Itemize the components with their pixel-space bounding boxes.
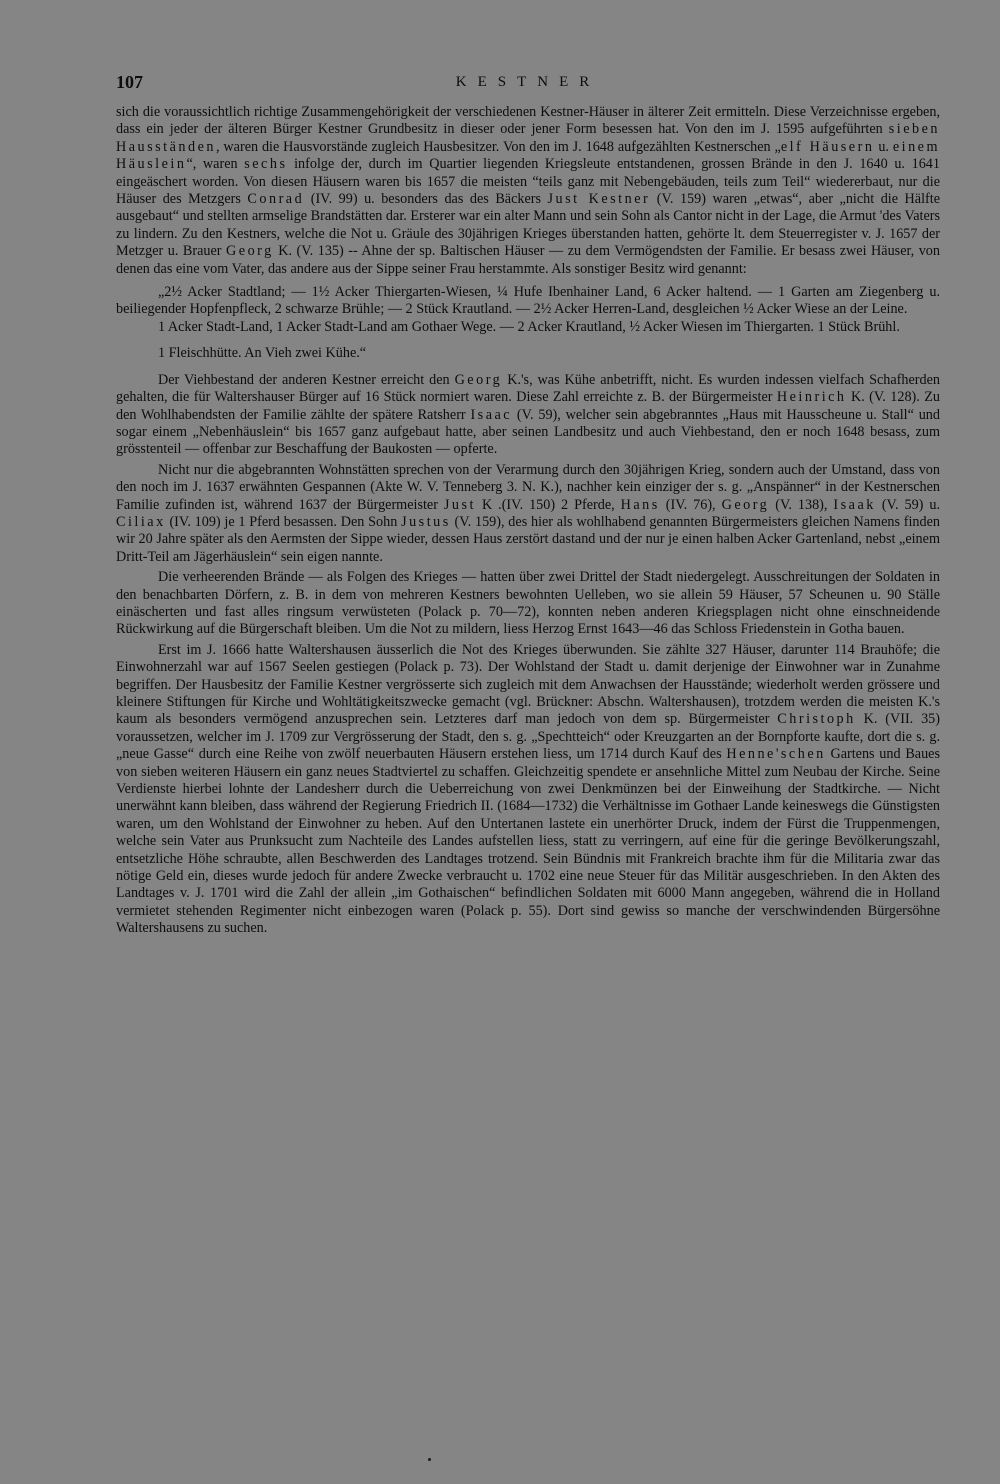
text-run: 1 Fleischhütte. An Vieh zwei Kühe.“ (158, 345, 367, 362)
text-run: K .(IV. 150) 2 Pferde, (475, 496, 621, 513)
running-head: KESTNER (455, 74, 601, 90)
text-run: (V. 159), des hier als wohlhabend genannten Bürgermeisters gleichen Namens finden wir 20 Jahre später als den Aermsten der Sippe wieder, dessen Haus zerstört dastand und der nur je einen halben Acker Gartenland, nebst „einem Dritt-Teil am Jägerhäuslein“ sein eigen nannte. (116, 513, 941, 565)
text-run: Der Viehbestand der anderen Kestner erreicht den (158, 371, 455, 388)
text-run: Nicht nur die abgebrannten Wohnstätten sprechen von der Verarmung durch den 30jährigen Krieg, sondern auch der Umstand, dass von den noch im J. 1637 erwähnten Gespannen (Akte W. V. Tenneberg 3. N. K.), nachher kein einziger der s. g. „Anspänner“ in der Kestnerschen Familie zufinden ist, während 1637 der Bürgermeister (116, 461, 940, 513)
text-run: K.'s, was Kühe anbetrifft, nicht. Es wurden indessen vielfach Schafherden gehalten, die für Waltershauser Bürger auf 16 Stück normiert waren. Diese Zahl erreichte z. B. der Bürgermeister (116, 371, 940, 406)
text-run: Die verheerenden Brände — als Folgen des Krieges — hatten über zwei Drittel der Stadt niedergelegt. Ausschreitungen der Soldaten in den benachbarten Dörfern, z. B. in dem von mehreren Kestners bewohnten Uelleben, wo sie allein 59 Häuser, 57 Scheunen u. 90 Ställe einäscherten und fast alles ringsum verwüsteten (Polack p. 70—72), konnten neben anderen Kriegsplagen nicht ohne einschneidende Rückwirkung auf die Bürgerschaft bleiben. Um die Not zu mildern, liess Herzog Ernst 1643—46 das Schloss Friedenstein in Gotha bauen. (116, 569, 940, 638)
text-run: (V. 59), welcher sein abgebranntes „Haus mit Hausscheune u. Stall“ und sogar einem „Nebenhäuslein“ bis 1657 ganz aufgebaut hatte, aber seinen Landbesitz und auch Viehbestand, den er noch 1648 besass, zum grösstenteil — offenbar zur Beschaffung der Baukosten — opferte. (116, 406, 940, 458)
spaced-name: sieben Hausständen (116, 121, 940, 155)
spaced-name: Isaak (833, 496, 876, 513)
text-run: (IV. 109) je 1 Pferd besassen. Den Sohn (165, 513, 402, 530)
text-run: (IV. 76), (659, 496, 722, 513)
text-run: (IV. 99) u. besonders das des Bäckers (304, 191, 548, 208)
paragraph (116, 104, 940, 278)
paragraph (116, 642, 940, 938)
paragraph (116, 284, 940, 319)
spaced-name: Ciliax (116, 513, 166, 530)
spaced-name: sechs (244, 156, 288, 173)
text-run: “, waren (186, 156, 245, 173)
spaced-name: Georg (226, 243, 274, 260)
scan-speck (428, 1458, 431, 1461)
paragraph (116, 372, 940, 459)
page-number: 107 (116, 72, 143, 92)
text-run: sich die voraussichtlich richtige Zusammengehörigkeit der verschiedenen Kestner-Häuser in älterer Zeit ermitteln. Diese Verzeichnisse ergeben, dass ein jeder der älteren Bürger Kestner Grundbesitz in dieser oder jener Form besessen hat. Von den im J. 1595 aufgeführten (116, 104, 940, 138)
spaced-name: Isaac (470, 406, 513, 423)
spaced-name: Georg (454, 371, 503, 388)
spaced-name: elf Häusern (780, 138, 875, 155)
text-run: K. (V. 128). Zu den Wohlhabendsten der Familie zählte der spätere Ratsherr (116, 389, 940, 423)
paragraph (116, 319, 940, 336)
text-run: (V. 159) waren „etwas“, aber „nicht die Hälfte ausgebaut“ und stellten armselige Brandstätten dar. Ersterer war ein alter Mann und sein Sohn als Cantor nicht in der Lage, die Armut 'des Vaters zu lindern. Zu den Kestners, welche die Not u. Gräule des 30jährigen Krieges überstanden hatten, gehörte lt. dem Steuerregister v. J. 1657 der Metzger u. Brauer (116, 191, 941, 260)
spaced-name: einem Häuslein (116, 138, 941, 173)
spaced-name: Justus (401, 513, 451, 530)
text-run: u. (874, 138, 893, 155)
text-run: 1 Acker Stadt-Land, 1 Acker Stadt-Land am Gothaer Wege. — 2 Acker Krautland, ½ Acker Wiesen im Thiergarten. 1 Stück Brühl. (158, 318, 900, 335)
text-run: infolge der, durch im Quartier liegenden Kriegsleute entstandenen, grossen Brände in den J. 1640 u. 1641 eingeäschert worden. Von diesen Häusern waren bis 1657 die meisten “teils ganz mit Nebengebäuden, teils zum Teil“ wiedererbaut, nur die Häuser des Metzgers (116, 156, 940, 208)
spaced-name: Just (443, 496, 476, 513)
spaced-name: Heinrich (776, 389, 847, 406)
spaced-name: Henne'schen (726, 746, 826, 763)
text-run: (V. 138), (769, 496, 834, 513)
text-run: Erst im J. 1666 hatte Waltershausen äusserlich die Not des Krieges überwunden. Sie zählte 327 Häuser, darunter 114 Brauhöfe; die Einwohnerzahl war auf 1567 Seelen gestiegen (Polack p. 73). Der Wohlstand der Stadt u. damit derjenige der Einwohner war in Zunahme begriffen. Der Hausbesitz der Familie Kestner vergrösserte sich zugleich mit dem Anwachsen der Hausstände; wiederholt werden grössere und kleinere Stiftungen für Kirche und Wohltätigkeitszwecke gemacht (vgl. Brückner: Abschn. Waltershausen), trotzdem werden die meisten K.'s kaum als besonders vermögend anzusprechen sein. Letzteres darf man jedoch von dem sp. Bürgermeister (116, 641, 940, 728)
paragraph (116, 569, 940, 639)
page-header (116, 72, 940, 96)
paragraph (116, 462, 940, 566)
text-run: K. (V. 135) -- Ahne der sp. Baltischen Häuser — zu dem Vermögendsten der Familie. Er besass zwei Häuser, von denen das eine vom Vater, das andere aus der Sippe seiner Frau herstammte. Als sonstiger Besitz wird genannt: (116, 243, 940, 277)
text-run: (V. 59) u. (875, 496, 940, 513)
spaced-name: Conrad (247, 191, 305, 208)
paragraph (116, 345, 940, 362)
text-run: , waren die Hausvorstände zugleich Hausbesitzer. Von den im J. 1648 aufgezählten Kestnerschen „ (216, 138, 781, 155)
spaced-name: Christoph (777, 711, 856, 728)
body-text (116, 104, 940, 938)
text-run: K. (VII. 35) voraussetzen, welcher im J. 1709 zur Vergrösserung der Stadt, den s. g. „Spechtteich“ oder Kreuzgarten an der Bornpforte kaufte, dort die s. g. „neue Gasse“ durch eine Reihe von zwölf neuerbauten Häusern erstehen liess, um 1714 durch Kauf des (116, 711, 940, 763)
text-run: Gartens und Baues von sieben weiteren Häusern ein ganz neues Stadtviertel zu schaffen. Gleichzeitig spendete er ansehnliche Mittel zum Neubau der Kirche. Seine Verdienste hierbei lohnte der Landesherr durch die Ueberreichung von zwei Denkmünzen bei der Einweihung der Stadtkirche. — Nicht unerwähnt kann bleiben, dass während der Regierung Friedrich II. (1684—1732) die Verhältnisse im Gothaer Lande keineswegs die Günstigsten waren, um den Wohlstand der Einwohner zu heben. Auf den Untertanen lastete ein unerhörter Druck, indem der Fürst die Truppenmengen, welche sein Vater aus Prunksucht zum Nachteile des Landes aufstellen liess, statt zu verringern, auf eine für die geringe Bevölkerungszahl, entsetzliche Höhe schraubte, allen Beschwerden des Landtages trotzend. Sein Bündnis mit Frankreich brachte ihm für die Militaria zwar das nötige Geld ein, dieses wurde jedoch für andere Zwecke verbraucht u. 1702 eine neue Steuer für das Militär ausgeschrieben. In den Akten des Landtages v. J. 1701 wird die Zahl der allein „im Gothaischen“ befindlichen Soldaten mit 6000 Mann angegeben, während die in Holland vermietet stehenden Regimenter nicht einbezogen waren (Polack p. 55). Dort sind gewiss so manche der verschwindenden Bürgersöhne Waltershausens zu suchen. (116, 746, 940, 937)
text-run: „2½ Acker Stadtland; — 1½ Acker Thiergarten-Wiesen, ¼ Hufe Ibenhainer Land, 6 Acker haltend. — 1 Garten am Ziegenberg u. beiliegender Hopfenpfleck, 2 schwarze Brühle; — 2 Stück Krautland. — 2½ Acker Herren-Land, desgleichen ½ Acker Wiese an der Leine. (116, 284, 940, 318)
spaced-name: Just Kestner (547, 191, 651, 208)
spaced-name: Hans (620, 496, 660, 513)
spaced-name: Georg (721, 496, 770, 513)
